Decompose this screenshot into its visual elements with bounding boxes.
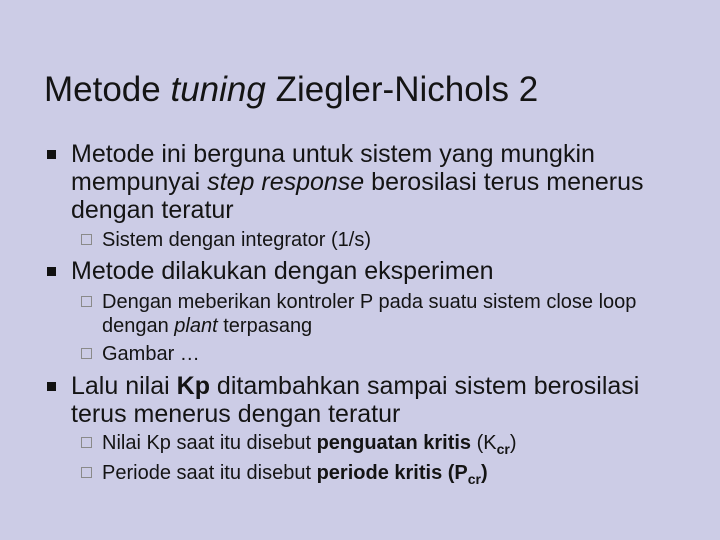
checkbox-bullet-icon <box>81 437 92 448</box>
subscript: cr <box>467 471 481 487</box>
sub-bullet-item <box>102 461 682 491</box>
square-bullet-icon <box>47 382 56 391</box>
sub-bullet-text: ) <box>509 432 517 454</box>
title-text-b: Ziegler-Nichols 2 <box>265 70 539 109</box>
sub-bullet-bold: periode kritis (P <box>316 462 468 484</box>
sub-bullet-italic: plant <box>174 315 218 337</box>
bullet-text: Metode ini berguna untuk sistem yang mungkin mempunyai <box>71 140 595 196</box>
sub-bullet-text: Nilai Kp saat itu disebut <box>102 432 317 454</box>
bullet-item <box>71 257 681 285</box>
sub-bullet-item <box>102 431 682 461</box>
sub-bullet-text: Dengan meberikan kontroler P pada suatu sistem close loop dengan <box>102 291 637 337</box>
checkbox-bullet-icon <box>81 467 92 478</box>
bullet-item <box>71 372 681 428</box>
sub-bullet-text: terpasang <box>217 315 313 337</box>
sub-bullet-item <box>102 290 682 338</box>
checkbox-bullet-icon <box>81 234 92 245</box>
title-text-a: Metode <box>44 70 171 109</box>
sub-bullet-item <box>102 228 682 252</box>
square-bullet-icon <box>47 267 56 276</box>
subscript: cr <box>496 441 510 457</box>
checkbox-bullet-icon <box>81 348 92 359</box>
sub-bullet-text: Gambar … <box>102 343 200 365</box>
sub-bullet-text: Sistem dengan integrator (1/s) <box>102 229 372 251</box>
square-bullet-icon <box>47 150 56 159</box>
bullet-text: berosilasi terus menerus dengan teratur <box>71 168 644 224</box>
title-italic: tuning <box>170 70 266 109</box>
sub-bullet-bold: ) <box>480 462 488 484</box>
bullet-text: ditambahkan sampai sistem berosilasi terus menerus dengan teratur <box>71 372 640 428</box>
bullet-item <box>71 140 681 224</box>
sub-bullet-text: (K <box>471 432 497 454</box>
bullet-text: Lalu nilai <box>71 372 177 400</box>
bullet-bold: Kp <box>176 372 210 400</box>
sub-bullet-item <box>102 342 682 366</box>
sub-bullet-text: Periode saat itu disebut <box>102 462 317 484</box>
bullet-text: Metode dilakukan dengan eksperimen <box>71 257 494 285</box>
bullet-italic: step response <box>207 168 365 196</box>
sub-bullet-bold: penguatan kritis <box>316 432 472 454</box>
checkbox-bullet-icon <box>81 296 92 307</box>
